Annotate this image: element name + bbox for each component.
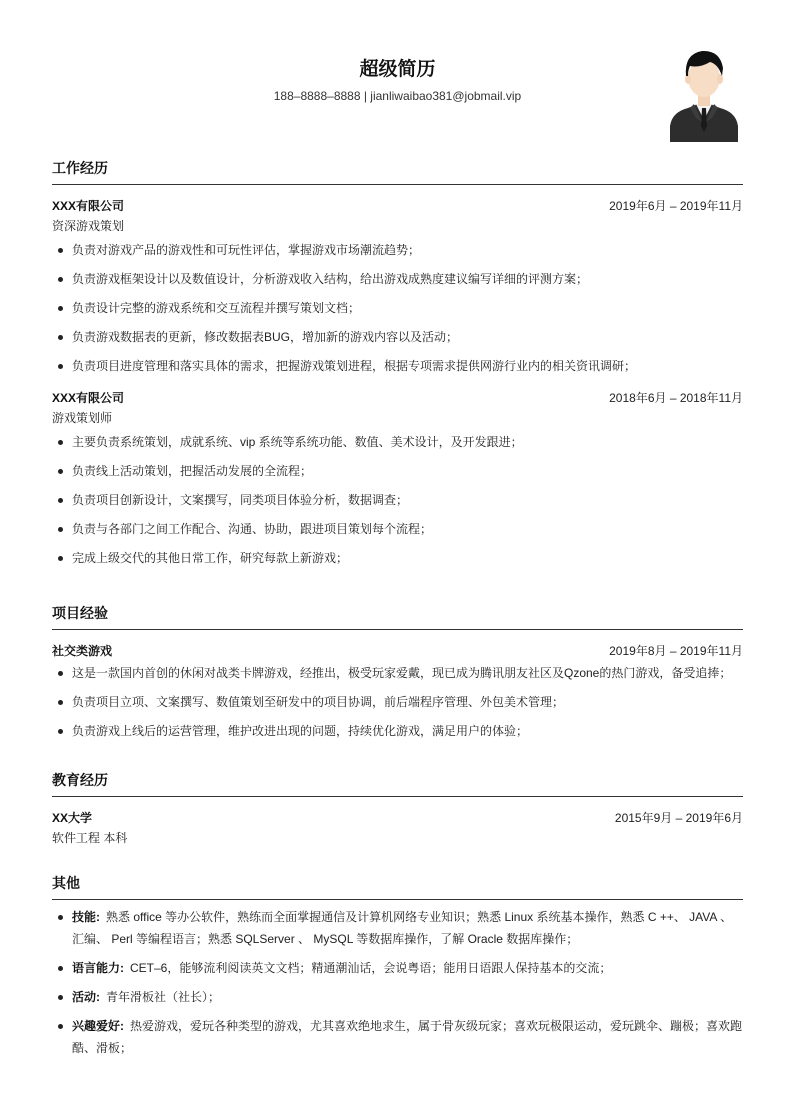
section-divider	[52, 796, 743, 797]
list-item: 负责线上活动策划，把握活动发展的全流程；	[52, 460, 743, 482]
project-entry-header	[52, 638, 743, 660]
section-title-project: 项目经验	[52, 605, 108, 621]
section-title-work: 工作经历	[52, 160, 108, 176]
skills-label: 技能:	[72, 910, 100, 924]
education-section	[52, 770, 743, 849]
hobbies-label: 兴趣爱好:	[72, 1019, 124, 1033]
project-name: 社交类游戏	[52, 644, 113, 658]
list-item: 负责项目创新设计，文案撰写，同类项目体验分析，数据调查；	[52, 489, 743, 511]
section-divider	[52, 184, 743, 185]
list-item: 负责与各部门之间工作配合、沟通、协助，跟进项目策划每个流程；	[52, 518, 743, 540]
hobbies-text: 热爱游戏，爱玩各种类型的游戏，尤其喜欢绝地求生，属于骨灰级玩家；喜欢玩极限运动，爱玩跳伞、蹦极；喜欢跑酷、滑板；	[72, 1019, 743, 1055]
list-item-activities	[52, 986, 743, 1008]
list-item: 负责对游戏产品的游戏性和可玩性评估，掌握游戏市场潮流趋势；	[52, 239, 743, 261]
project-section	[52, 603, 743, 742]
other-section	[52, 873, 743, 1059]
work-bullets	[52, 239, 743, 377]
resume-header	[52, 0, 743, 150]
work-entry-header	[52, 193, 743, 215]
list-item: 完成上级交代的其他日常工作，研究每款上新游戏；	[52, 547, 743, 569]
list-item: 负责项目进度管理和落实具体的需求，把握游戏策划进程，根据专项需求提供网游行业内的相关资讯调研；	[52, 355, 743, 377]
date-range: 2019年8月 – 2019年11月	[609, 644, 743, 658]
list-item: 负责游戏框架设计以及数值设计，分析游戏收入结构，给出游戏成熟度建议编写详细的评测方案；	[52, 268, 743, 290]
section-title-education: 教育经历	[52, 772, 108, 788]
education-entry-header	[52, 805, 743, 827]
section-divider	[52, 629, 743, 630]
degree: 软件工程 本科	[52, 831, 128, 845]
date-range: 2019年6月 – 2019年11月	[609, 199, 743, 213]
activities-label: 活动:	[72, 990, 100, 1004]
resume-page	[52, 0, 743, 1055]
language-text: CET–6，能够流利阅读英文文档；精通潮汕话，会说粤语；能用日语跟人保持基本的交流；	[130, 961, 612, 975]
work-entry-header	[52, 385, 743, 407]
date-range: 2015年9月 – 2019年6月	[614, 811, 743, 825]
work-bullets	[52, 431, 743, 569]
avatar	[668, 46, 740, 142]
school-name: XX大学	[52, 811, 93, 825]
work-section	[52, 158, 743, 569]
list-item: 负责设计完整的游戏系统和交互流程并撰写策划文档；	[52, 297, 743, 319]
list-item-language	[52, 957, 743, 979]
list-item: 这是一款国内首创的休闲对战类卡牌游戏，经推出，极受玩家爱戴，现已成为腾讯朋友社区及Qzone的热门游戏，备受追捧；	[52, 662, 743, 684]
list-item: 负责项目立项、文案撰写、数值策划至研发中的项目协调，前后端程序管理、外包美术管理；	[52, 691, 743, 713]
contact-info: 188–8888–8888 | jianliwaibao381@jobmail.vip	[273, 89, 522, 103]
company-name: XXX有限公司	[52, 199, 125, 213]
candidate-name: 超级简历	[359, 59, 436, 80]
date-range: 2018年6月 – 2018年11月	[609, 391, 743, 405]
list-item: 负责游戏数据表的更新，修改数据表BUG，增加新的游戏内容以及活动；	[52, 326, 743, 348]
section-title-other: 其他	[52, 875, 80, 891]
other-bullets	[52, 906, 743, 1059]
job-title: 资深游戏策划	[52, 219, 125, 233]
list-item: 主要负责系统策划，成就系统、vip 系统等系统功能、数值、美术设计，及开发跟进；	[52, 431, 743, 453]
job-title: 游戏策划师	[52, 411, 113, 425]
activities-text: 青年滑板社（社长）；	[106, 990, 221, 1004]
list-item-hobbies	[52, 1015, 743, 1059]
section-divider	[52, 899, 743, 900]
company-name: XXX有限公司	[52, 391, 125, 405]
project-bullets	[52, 662, 743, 742]
list-item: 负责游戏上线后的运营管理，维护改进出现的问题，持续优化游戏，满足用户的体验；	[52, 720, 743, 742]
skills-text: 熟悉 office 等办公软件，熟练而全面掌握通信及计算机网络专业知识；熟悉 Linux 系统基本操作，熟悉 C ++、 JAVA 、汇编、 Perl 等编程语言；熟悉 SQLServer 、 MySQL 等数据库操作，了解 Oracle 数据库操作；	[72, 910, 733, 946]
language-label: 语言能力:	[72, 961, 124, 975]
list-item-skills	[52, 906, 743, 950]
